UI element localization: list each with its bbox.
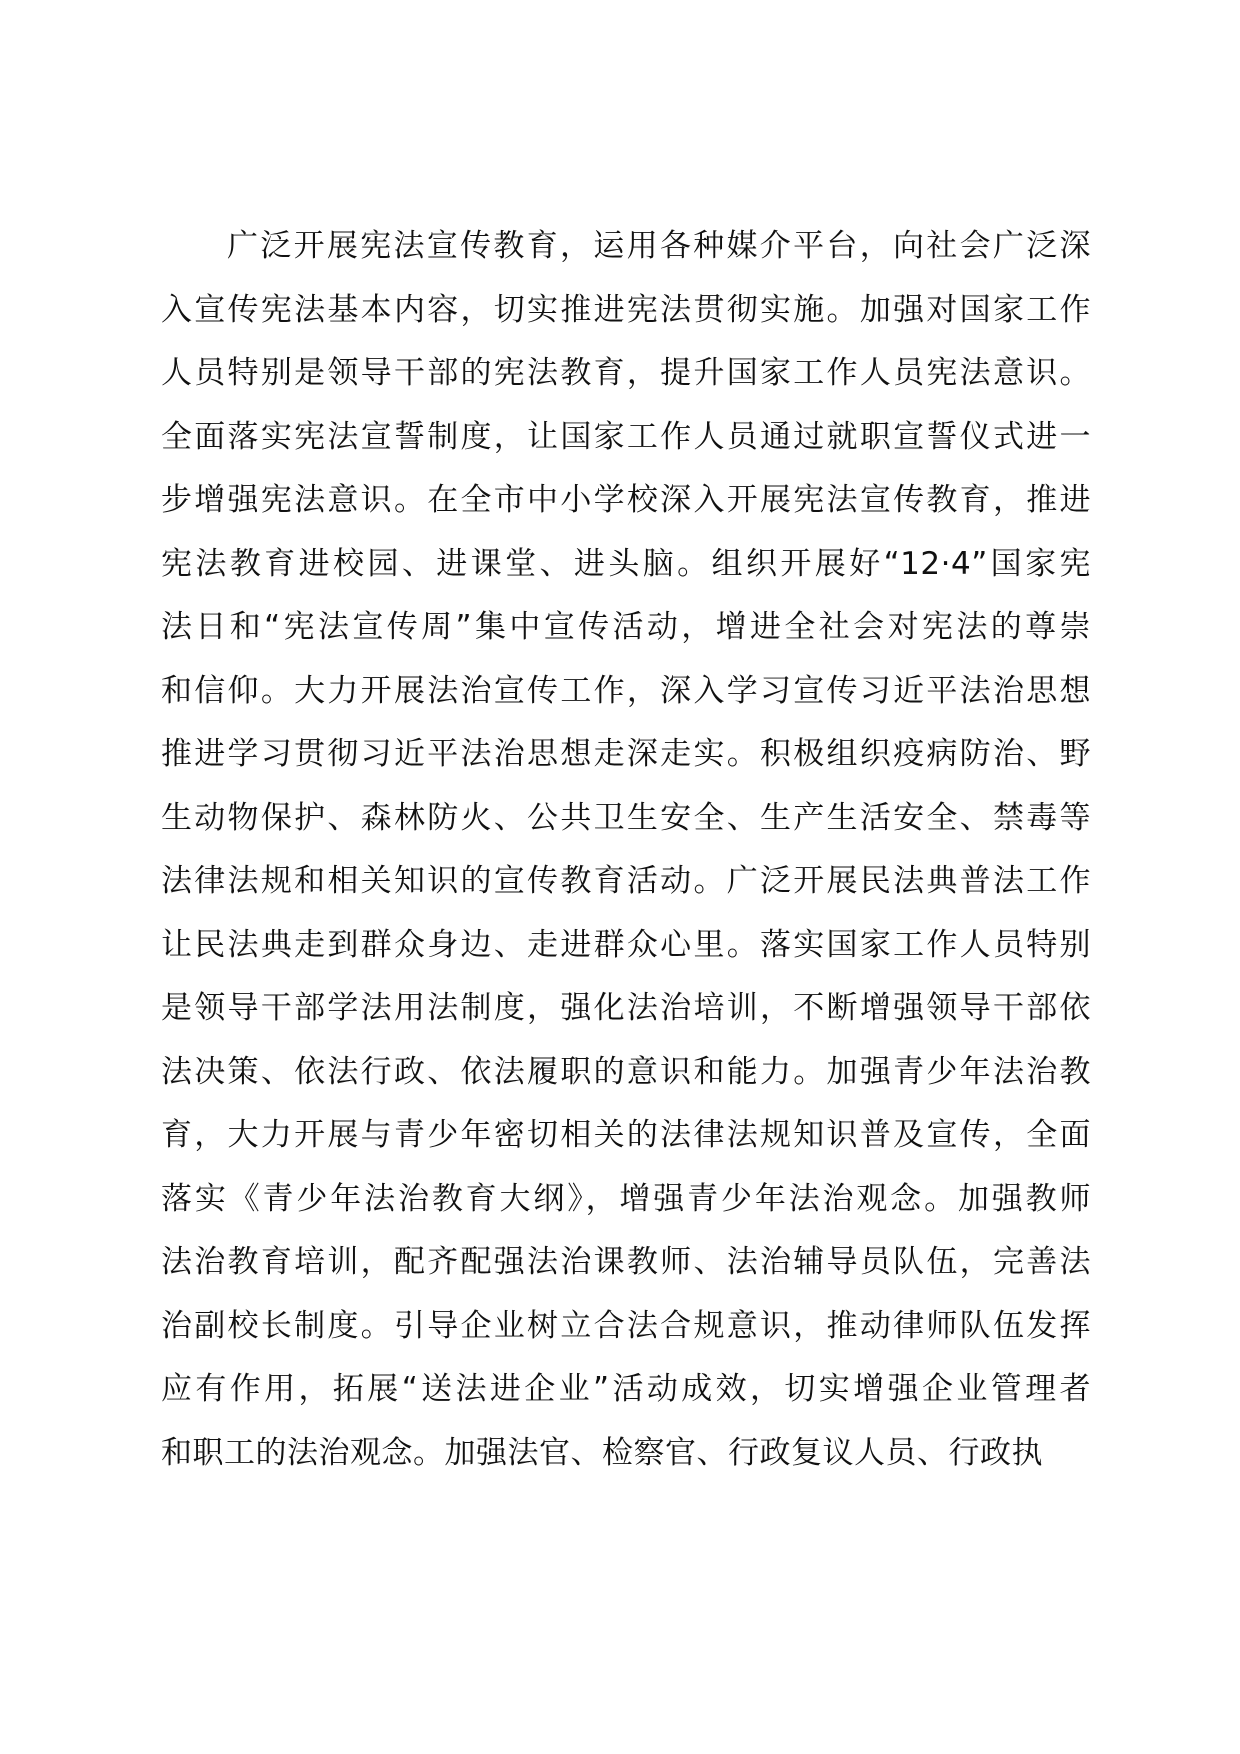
paragraph-line: 生动物保护、森林防火、公共卫生安全、生产生活安全、禁毒等 [161, 799, 1091, 836]
paragraph-line: 入宣传宪法基本内容，切实推进宪法贯彻实施。加强对国家工作 [161, 291, 1091, 328]
paragraph-line: 广泛开展宪法宣传教育，运用各种媒介平台，向社会广泛深 [227, 228, 1091, 264]
paragraph-line: 法律法规和相关知识的宣传教育活动。广泛开展民法典普法工作 [161, 863, 1091, 899]
paragraph-line: 育，大力开展与青少年密切相关的法律法规知识普及宣传，全面 [161, 1117, 1091, 1153]
paragraph-line: 宪法教育进校园、进课堂、进头脑。组织开展好“12·4”国家宪 [161, 545, 1091, 582]
paragraph-line: 和职工的法治观念。加强法官、检察官、行政复议人员、行政执 [161, 1434, 1043, 1471]
paragraph-line: 法治教育培训，配齐配强法治课教师、法治辅导员队伍，完善法 [161, 1244, 1091, 1280]
paragraph-line: 和信仰。大力开展法治宣传工作，深入学习宣传习近平法治思想 [161, 672, 1091, 709]
body-paragraph [161, 215, 1091, 1485]
paragraph-line: 应有作用，拓展“送法进企业”活动成效，切实增强企业管理者 [161, 1371, 1091, 1407]
paragraph-line: 治副校长制度。引导企业树立合法合规意识，推动律师队伍发挥 [161, 1307, 1091, 1344]
paragraph-line: 步增强宪法意识。在全市中小学校深入开展宪法宣传教育，推进 [161, 482, 1091, 518]
paragraph-line: 全面落实宪法宣誓制度，让国家工作人员通过就职宣誓仪式进一 [161, 418, 1091, 455]
paragraph-line: 人员特别是领导干部的宪法教育，提升国家工作人员宪法意识。 [161, 355, 1091, 391]
paragraph-line: 法决策、依法行政、依法履职的意识和能力。加强青少年法治教 [161, 1053, 1091, 1090]
paragraph-line: 是领导干部学法用法制度，强化法治培训，不断增强领导干部依 [161, 990, 1091, 1026]
paragraph-line: 推进学习贯彻习近平法治思想走深走实。积极组织疫病防治、野 [161, 736, 1091, 772]
paragraph-line: 落实《青少年法治教育大纲》，增强青少年法治观念。加强教师 [161, 1180, 1091, 1217]
paragraph-line: 让民法典走到群众身边、走进群众心里。落实国家工作人员特别 [161, 926, 1091, 963]
paragraph-line: 法日和“宪法宣传周”集中宣传活动，增进全社会对宪法的尊崇 [161, 609, 1091, 645]
